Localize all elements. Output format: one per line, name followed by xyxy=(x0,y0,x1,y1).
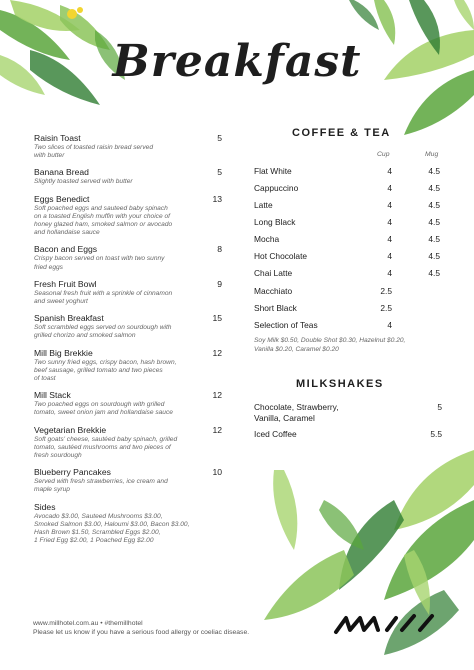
menu-item-description xyxy=(34,324,222,340)
coffee-cup-price: 2.5 xyxy=(380,303,392,313)
menu-item-description-line: Seasonal fresh fruit with a sprinkle of cinnamon xyxy=(34,289,173,297)
menu-item-description-line: fresh sourdough xyxy=(34,452,82,460)
menu-item-name: Banana Bread xyxy=(34,167,89,178)
menu-item-price: 8 xyxy=(217,244,222,255)
coffee-item xyxy=(254,251,442,263)
menu-item-description-line: beef sausage, grilled tomato and two pieces xyxy=(34,366,163,374)
menu-item-description xyxy=(34,401,222,417)
menu-item xyxy=(34,244,222,271)
coffee-item-name: Selection of Teas xyxy=(254,320,318,330)
milkshake-price: 5 xyxy=(437,402,442,412)
coffee-mug-price: 4.5 xyxy=(428,166,440,176)
coffee-item xyxy=(254,303,442,315)
menu-item-description-line: Avocado $3.00, Sauteed Mushrooms $3.00, xyxy=(34,512,163,520)
menu-item xyxy=(34,502,222,546)
menu-item xyxy=(34,348,222,384)
coffee-item xyxy=(254,320,442,332)
menu-item-description-line: maple syrup xyxy=(34,486,70,494)
coffee-mug-price: 4.5 xyxy=(428,251,440,261)
menu-item-name: Vegetarian Brekkie xyxy=(34,424,107,435)
menu-item xyxy=(34,313,222,340)
coffee-mug-price: 4.5 xyxy=(428,217,440,227)
menu-item-description xyxy=(34,513,222,546)
coffee-mug-price: 4.5 xyxy=(428,234,440,244)
menu-item-header xyxy=(34,425,222,435)
menu-item-description-line: Two slices of toasted raisin bread served xyxy=(34,144,153,151)
menu-item-description xyxy=(34,255,222,271)
menu-item-description-line: Slightly toasted served with butter xyxy=(34,178,133,186)
milkshake-item xyxy=(254,402,442,423)
menu-item-description xyxy=(34,478,222,494)
menu-item-price: 13 xyxy=(212,193,222,204)
menu-item-description-line: Smoked Salmon $3.00, Haloumi $3.00, Bacon $3.00, xyxy=(34,520,190,528)
coffee-item xyxy=(254,217,442,229)
menu-item xyxy=(34,425,222,461)
menu-item-description-line: on a toasted English muffin with your choice of xyxy=(34,212,170,220)
coffee-item xyxy=(254,183,442,195)
menu-item-description xyxy=(34,178,222,186)
menu-item-description-line: grilled chorizo and smoked salmon xyxy=(34,332,136,340)
coffee-item-name: Long Black xyxy=(254,217,296,227)
menu-item-description xyxy=(34,290,222,306)
menu-item xyxy=(34,133,222,160)
menu-item xyxy=(34,390,222,417)
coffee-item-name: Mocha xyxy=(254,234,280,244)
coffee-cup-price: 4 xyxy=(387,320,392,330)
menu-item-description xyxy=(34,205,222,238)
menu-item-description-line: Soft goats' cheese, sautéed baby spinach, grilled xyxy=(34,435,178,443)
coffee-mug-price: 4.5 xyxy=(428,200,440,210)
menu-item xyxy=(34,467,222,494)
coffee-item-name: Latte xyxy=(254,200,273,210)
menu-item-name: Sides xyxy=(34,501,56,512)
mug-column-header: Mug xyxy=(425,151,439,158)
coffee-item-name: Short Black xyxy=(254,303,297,313)
coffee-note-line: Vanilla $0.20, Caramel $0.20 xyxy=(254,345,339,353)
menu-item-description-line: Crispy bacon served on toast with two sunny xyxy=(34,255,165,263)
menu-item-price: 5 xyxy=(217,133,222,143)
menu-item-description xyxy=(34,144,222,160)
page-title: Breakfast xyxy=(112,36,362,87)
coffee-mug-price: 4.5 xyxy=(428,268,440,278)
menu-item-header xyxy=(34,467,222,477)
coffee-cup-price: 4 xyxy=(387,268,392,278)
menu-item-description-line: Two poached eggs on sourdough with grilled xyxy=(34,401,165,409)
coffee-section-title: COFFEE & TEA xyxy=(292,127,391,139)
menu-item-name: Eggs Benedict xyxy=(34,193,90,204)
menu-item xyxy=(34,279,222,306)
menu-item-description-line: Served with fresh strawberries, ice cream and xyxy=(34,478,168,486)
menu-item-name: Bacon and Eggs xyxy=(34,244,98,255)
menu-item-header xyxy=(34,279,222,289)
menu-item-price: 15 xyxy=(212,313,222,324)
menu-item-header xyxy=(34,390,222,400)
menu-item-header xyxy=(34,348,222,358)
menu-item-header xyxy=(34,313,222,323)
menu-item-header xyxy=(34,502,222,512)
menu-item-name: Mill Stack xyxy=(34,390,71,401)
coffee-item-name: Chai Latte xyxy=(254,268,293,278)
menu-item-price: 12 xyxy=(212,424,222,435)
coffee-item-name: Cappuccino xyxy=(254,183,299,193)
menu-item-name: Spanish Breakfast xyxy=(34,313,104,324)
coffee-item-name: Hot Chocolate xyxy=(254,251,308,261)
menu-item-price: 9 xyxy=(217,278,222,289)
coffee-cup-price: 4 xyxy=(387,217,392,227)
menu-item-header xyxy=(34,167,222,177)
menu-item-description-line: Two sunny fried eggs, crispy bacon, hash brown, xyxy=(34,358,177,366)
menu-item-description xyxy=(34,436,222,461)
coffee-item xyxy=(254,200,442,212)
milkshake-name: Iced Coffee xyxy=(254,429,297,439)
menu-item-description-line: honey glazed ham, smoked salmon or avocado xyxy=(34,221,173,229)
coffee-cup-price: 2.5 xyxy=(380,286,392,296)
menu-item-price: 12 xyxy=(212,347,222,358)
menu-item-header xyxy=(34,244,222,254)
coffee-extras-note xyxy=(254,337,444,354)
milkshake-name: Chocolate, Strawberry, Vanilla, Caramel xyxy=(254,402,339,423)
milkshake-item xyxy=(254,429,442,440)
menu-item-description-line: tomato, sweet onion jam and hollandaise sauce xyxy=(34,409,173,417)
coffee-note-line: Soy Milk $0.50, Double Shot $0.30, Hazelnut $0.20, xyxy=(254,337,406,344)
menu-item-price: 12 xyxy=(212,390,222,401)
menu-item-price: 5 xyxy=(217,167,222,178)
breakfast-list xyxy=(34,133,222,552)
menu-item-header xyxy=(34,133,222,143)
menu-item xyxy=(34,167,222,186)
menu-item-name: Mill Big Brekkie xyxy=(34,347,93,358)
menu-item-header xyxy=(34,194,222,204)
coffee-item-name: Flat White xyxy=(254,166,292,176)
coffee-item xyxy=(254,286,442,298)
menu-item-description-line: Soft poached eggs and sauteed baby spinach xyxy=(34,204,168,212)
menu-item xyxy=(34,194,222,238)
mill-logo xyxy=(332,612,442,636)
menu-item-description-line: 1 Fried Egg $2.00, 1 Poached Egg $2.00 xyxy=(34,537,154,545)
menu-item-price: 10 xyxy=(212,467,222,478)
menu-item-description-line: and sweet yoghurt xyxy=(34,298,88,306)
coffee-mug-price: 4.5 xyxy=(428,183,440,193)
footer xyxy=(33,619,249,637)
cup-column-header: Cup xyxy=(377,151,390,158)
milkshakes-section-title: MILKSHAKES xyxy=(296,378,384,390)
coffee-item xyxy=(254,268,442,280)
menu-item-description-line: tomato, sautéed mushrooms and two pieces of xyxy=(34,443,171,451)
menu-item-name: Raisin Toast xyxy=(34,133,81,143)
coffee-cup-price: 4 xyxy=(387,234,392,244)
coffee-item xyxy=(254,166,442,178)
menu-item-name: Blueberry Pancakes xyxy=(34,467,111,478)
coffee-item xyxy=(254,234,442,246)
menu-item-name: Fresh Fruit Bowl xyxy=(34,278,97,289)
menu-item-description-line: fried eggs xyxy=(34,263,63,271)
menu-item-description-line: of toast xyxy=(34,375,56,383)
coffee-cup-price: 4 xyxy=(387,200,392,210)
coffee-item-name: Macchiato xyxy=(254,286,293,296)
menu-item-description-line: and hollandaise sauce xyxy=(34,229,100,237)
coffee-cup-price: 4 xyxy=(387,251,392,261)
coffee-cup-price: 4 xyxy=(387,183,392,193)
footer-website: www.millhotel.com.au • #themillhotel xyxy=(33,620,143,627)
menu-item-description xyxy=(34,359,222,384)
coffee-cup-price: 4 xyxy=(387,166,392,176)
milkshake-price: 5.5 xyxy=(430,429,442,439)
menu-item-description-line: Hash Brown $1.50, Scrambled Eggs $2.00, xyxy=(34,529,161,537)
menu-item-description-line: with butter xyxy=(34,152,65,160)
menu-item-description-line: Soft scrambled eggs served on sourdough with xyxy=(34,324,172,332)
footer-allergy-note: Please let us know if you have a serious food allergy or coeliac disease. xyxy=(33,629,250,636)
